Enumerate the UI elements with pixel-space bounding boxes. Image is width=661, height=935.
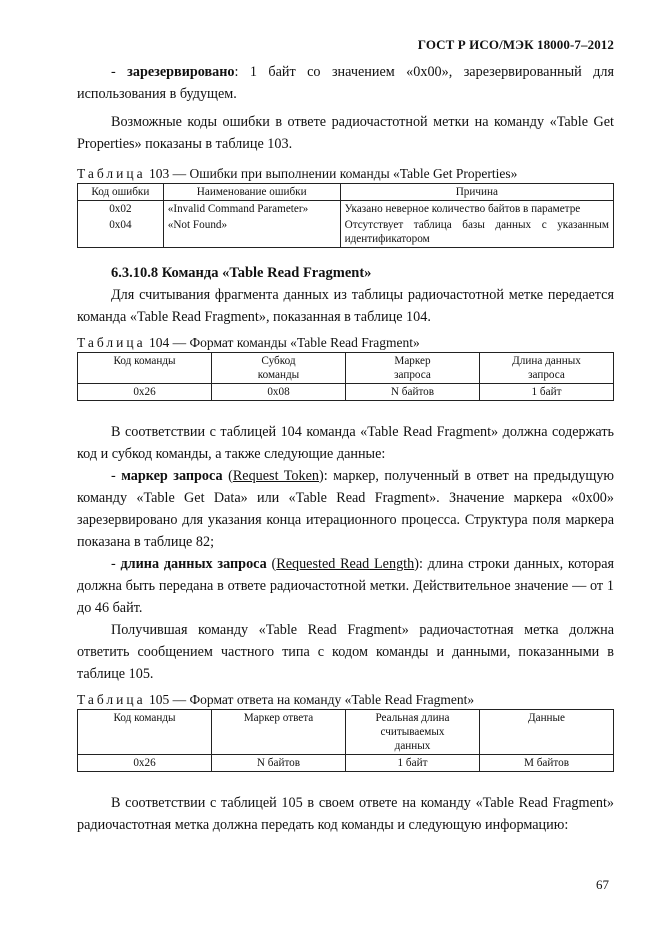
table-header-cell: Код ошибки (78, 184, 164, 201)
table-header-cell: Реальная длина считываемых данных (346, 710, 480, 755)
paragraph-tag-response: Получившая команду «Table Read Fragment» радиочастотная метка должна ответить сообщением частного типа с кодом команды и данными, показанными в таблице 105. (77, 622, 614, 682)
list-item-read-length: - длина данных запроса (Requested Read Length): длина строки данных, которая должна быть передана в ответе радиочастотной метки. Действительное значение — от 1 до 46 байт. (77, 556, 615, 616)
table-header-cell: Код команды (78, 353, 212, 384)
table-104 (77, 352, 614, 401)
table-header-cell: Маркер ответа (212, 710, 346, 755)
term-reserved: зарезервировано (127, 64, 235, 80)
paragraph-error-codes: Возможные коды ошибки в ответе радиочастотной метки на команду «Table Get Properties» показаны в таблице 103. (77, 114, 614, 152)
document-header: ГОСТ Р ИСО/МЭК 18000-7–2012 (417, 37, 614, 52)
table-row: 0x02 «Invalid Command Parameter» Указано неверное количество байтов в параметре (78, 201, 614, 218)
table-row: 0x26 0x08 N байтов 1 байт (78, 384, 614, 401)
table-104-caption: Таблица 104 — Формат команды «Table Read Fragment» (77, 335, 420, 350)
table-header-cell: Код команды (78, 710, 212, 755)
table-header-cell: Субкод команды (212, 353, 346, 384)
section-heading: 6.3.10.8 Команда «Table Read Fragment» (111, 265, 372, 281)
table-header-cell: Причина (340, 184, 613, 201)
table-header-cell: Наименование ошибки (163, 184, 340, 201)
page-body (77, 61, 614, 836)
paragraph-command-contents: В соответствии с таблицей 104 команда «Table Read Fragment» должна содержать код и субкод команды, а также следующие данные: (77, 424, 614, 462)
table-header-cell: Данные (480, 710, 614, 755)
table-header-cell: Длина данных запроса (480, 353, 614, 384)
table-103-caption: Таблица 103 — Ошибки при выполнении команды «Table Get Properties» (77, 166, 518, 181)
table-103 (77, 183, 614, 248)
list-item-reserved: - зарезервировано: 1 байт со значением «0x00», зарезервированный для использования в будущем. (77, 64, 615, 102)
list-item-request-token: - маркер запроса (Request Token): маркер, полученный в ответ на предыдущую команду «Table Get Data» или «Table Read Fragment». Значение маркера «0x00» зарезервировано для указания конца итерационного процесса. Структура поля маркера показана в таблице 82; (77, 468, 615, 550)
paragraph-response-contents: В соответствии с таблицей 105 в своем ответе на команду «Table Read Fragment» радиочастотная метка должна передать код команды и следующую информацию: (77, 795, 614, 833)
table-105-caption: Таблица 105 — Формат ответа на команду «Table Read Fragment» (77, 692, 475, 707)
table-row: 0x26 N байтов 1 байт M байтов (78, 755, 614, 772)
paragraph-command-intro: Для считывания фрагмента данных из таблицы радиочастотной метке передается команда «Table Read Fragment», показанная в таблице 104. (77, 287, 614, 325)
page-number: 67 (596, 877, 609, 892)
table-header-cell: Маркер запроса (346, 353, 480, 384)
table-row: 0x04 «Not Found» Отсутствует таблица базы данных с указанным идентификатором (78, 217, 614, 248)
table-105 (77, 709, 614, 772)
